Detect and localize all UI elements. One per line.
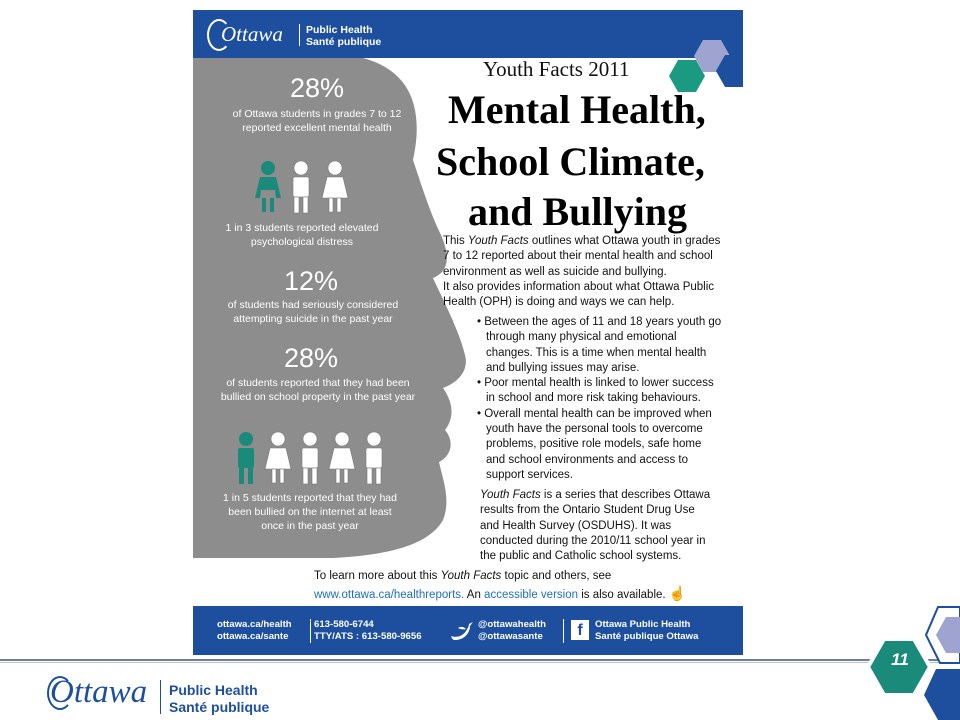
footer-phones: 613-580-6744 TTY/ATS : 613-580-9656 <box>314 619 422 643</box>
intro-paragraph: This Youth Facts outlines what Ottawa youth in grades 7 to 12 reported about their mental health and school environment as well as suicide and bullying. It also provides information about what Ottawa Public Health (OPH) is doing and ways we can help. <box>443 235 721 309</box>
slide-page-number: 11 <box>891 650 909 669</box>
slide-logo-separator <box>160 680 161 714</box>
footer-site-fr[interactable]: ottawa.ca/sante <box>217 631 289 643</box>
footer-site-en[interactable]: ottawa.ca/health <box>217 619 292 630</box>
bullet-item: • Overall mental health can be improved when youth have the personal tools to overcome problems, positive role models, safe home and school environments and access to support services. <box>477 407 712 481</box>
stat-bullied-school: 28% <box>283 343 339 373</box>
poster-dept <box>306 24 381 48</box>
stat-suicide-caption: of students had seriously considered attempting suicide in the past year <box>227 299 399 326</box>
bullet-list <box>477 315 743 483</box>
dept-fr: Santé publique <box>306 36 382 49</box>
poster-logo-word: Ottawa <box>221 22 283 46</box>
twitter-icon <box>449 620 475 642</box>
accessible-version-link[interactable]: accessible version <box>484 589 579 602</box>
pointing-hand-icon: ☝ <box>668 585 687 602</box>
title-line-3: and Bullying <box>468 189 688 234</box>
healthreports-link[interactable]: www.ottawa.ca/healthreports. <box>314 589 465 602</box>
facebook-en[interactable]: Ottawa Public Health <box>595 619 691 630</box>
footer-separator <box>310 619 311 643</box>
footer-twitter <box>478 619 546 644</box>
slide-logo-word: Ottawa <box>50 674 148 710</box>
title-line-2: School Climate, <box>436 139 705 184</box>
stat-bullied-caption: of students reported that they had been bullied on school property in the past year <box>220 377 416 404</box>
youth-facts-poster <box>193 10 743 655</box>
stat-cyberbullied-caption: 1 in 5 students reported that they had been bullied on the internet at least once in the past year <box>223 492 397 533</box>
twitter-handle-en[interactable]: @ottawahealth <box>478 619 546 630</box>
stat-excellent-caption: of Ottawa students in grades 7 to 12 reported excellent mental health <box>232 108 402 135</box>
learn-more-text: To learn more about this Youth Facts topic and others, see www.ottawa.ca/healthreports. An accessible version is also available. ☝ <box>314 570 687 602</box>
poster-header <box>193 10 743 58</box>
stat-excellent-mental-health: 28% <box>289 73 345 103</box>
people-1-in-3-icon <box>253 158 363 218</box>
logo-separator <box>299 24 300 46</box>
poster-subtitle: Youth Facts 2011 <box>483 57 630 81</box>
poster-footer <box>193 606 743 655</box>
title-line-1: Mental Health, <box>448 87 706 132</box>
slide-dept-en: Public Health <box>169 682 258 698</box>
footer-sites <box>217 619 292 644</box>
facebook-icon: f <box>571 620 589 640</box>
footer-facebook <box>595 619 698 644</box>
stat-suicide: 12% <box>283 266 339 296</box>
twitter-handle-fr[interactable]: @ottawasante <box>478 631 543 643</box>
footer-separator <box>563 619 564 643</box>
slide-divider <box>0 659 960 661</box>
stat-distress-caption: 1 in 3 students reported elevated psychological distress <box>225 222 379 249</box>
bullet-item: • Poor mental health is linked to lower success in school and more risk taking behaviours. <box>477 377 714 405</box>
slide-dept-fr: Santé publique <box>169 698 270 715</box>
slide-dept <box>169 682 269 716</box>
series-paragraph: Youth Facts is a series that describes Ottawa results from the Ontario Student Drug Use and Health Survey (OSDUHS). It was conducted during the 2010/11 school year in the public and Catholic school systems. <box>480 489 711 563</box>
dept-en: Public Health <box>306 24 373 36</box>
people-1-in-5-icon <box>233 430 393 490</box>
bullet-item: • Between the ages of 11 and 18 years youth go through many physical and emotional changes. This is a time when mental health and bullying issues may arise. <box>477 316 722 374</box>
facebook-fr[interactable]: Santé publique Ottawa <box>595 631 699 643</box>
slide-divider-light <box>0 662 960 663</box>
